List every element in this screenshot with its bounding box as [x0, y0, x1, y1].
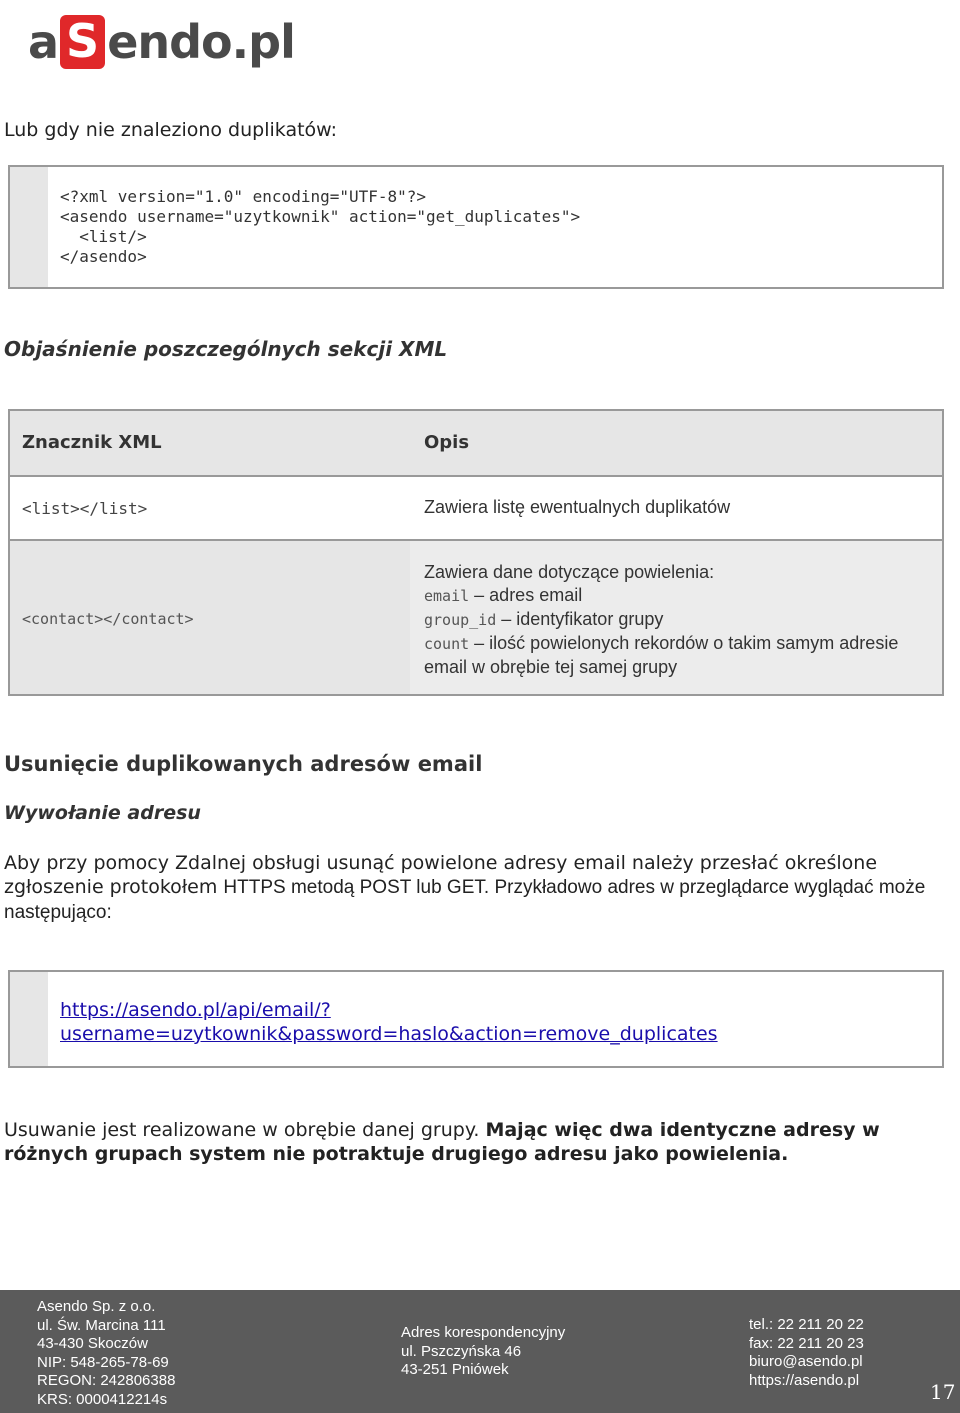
footer-line: NIP: 548-265-78-69 [37, 1353, 169, 1371]
footer-fax: fax: 22 211 20 23 [749, 1334, 864, 1352]
field-item [424, 584, 924, 608]
header-xml-tag: Znacznik XML [22, 432, 162, 453]
code-gutter [10, 167, 48, 287]
xml-code-block [8, 165, 944, 289]
footer-line: REGON: 242806388 [37, 1372, 176, 1389]
xml-code: <?xml version="1.0" encoding="UTF-8"?> <asendo username="uzytkownik" action="get_duplicates"> <list/> </asendo> [60, 187, 581, 266]
footer-contact [749, 1316, 864, 1390]
intro-text: Lub gdy nie znaleziono duplikatów: [4, 119, 338, 141]
footer-email[interactable]: biuro@asendo.pl [749, 1353, 863, 1370]
url-code-block [8, 970, 944, 1068]
page-footer [0, 1290, 960, 1413]
footer-line: 43-430 Skoczów [37, 1335, 148, 1352]
final-normal: Usuwanie jest realizowane w obrębie danej grupy. [4, 1119, 486, 1141]
logo-text-a: a [28, 15, 59, 69]
footer-line: KRS: 0000412214s [37, 1390, 168, 1408]
footer-line: ul. Św. Marcina 111 [37, 1316, 166, 1334]
call-heading: Wywołanie adresu [4, 802, 201, 824]
field-text: – identyfikator grupy [496, 609, 664, 629]
footer-website[interactable]: https://asendo.pl [749, 1371, 860, 1389]
field-text: – ilość powielonych rekordów o takim samym adresie email w obrębie tej samej grupy [424, 633, 899, 677]
desc-contact [424, 561, 924, 679]
footer-phone: tel.: 22 211 20 22 [749, 1316, 864, 1333]
final-paragraph [4, 1118, 939, 1166]
paragraph-part3: Przykładowo adres w przeglądarce wyglądać może następująco: [4, 877, 926, 923]
table-row [10, 541, 942, 694]
section-title: Objaśnienie poszczególnych sekcji XML [4, 337, 448, 361]
paragraph-part1: Aby przy pomocy Zdalnej obsługi usunąć powielone adresy email należy przesłać określone zgłoszenie protokołem [4, 852, 878, 898]
field-item [424, 632, 924, 679]
removal-heading: Usunięcie duplikowanych adresów email [4, 752, 483, 776]
footer-company [37, 1298, 175, 1409]
field-item [424, 608, 924, 632]
header-description: Opis [424, 432, 470, 453]
field-code: count [424, 635, 470, 653]
table-header-row [10, 411, 942, 477]
xml-sections-table [8, 409, 944, 696]
tag-contact: <contact></contact> [22, 610, 194, 628]
desc-contact-intro: Zawiera dane dotyczące powielenia: [424, 562, 715, 582]
footer-line: Adres korespondencyjny [401, 1324, 566, 1341]
description-paragraph [4, 851, 934, 925]
footer-line: ul. Pszczyńska 46 [401, 1342, 522, 1360]
asendo-logo [28, 12, 295, 72]
final-bold: Mając więc dwa identyczne adresy w różnych grupach system nie potraktuje drugiego adresu jako powielenia. [4, 1119, 880, 1165]
page-number: 17 [930, 1380, 956, 1404]
footer-correspondence [401, 1324, 565, 1380]
logo-text-rest: endo.pl [107, 15, 295, 69]
logo-s-box: S [60, 15, 105, 69]
paragraph-part2: HTTPS metodą POST lub GET. [223, 877, 490, 898]
table-row [10, 477, 942, 541]
field-code: group_id [424, 611, 497, 629]
tag-list: <list></list> [22, 499, 148, 518]
footer-line: 43-251 Pniówek [401, 1361, 509, 1378]
footer-line: Asendo Sp. z o.o. [37, 1298, 156, 1315]
field-text: – adres email [469, 585, 583, 605]
api-url-link[interactable]: https://asendo.pl/api/email/? username=uzytkownik&password=haslo&action=remove_duplicates [60, 999, 718, 1045]
field-code: email [424, 587, 470, 605]
code-gutter [10, 972, 48, 1066]
desc-list: Zawiera listę ewentualnych duplikatów [424, 497, 731, 517]
